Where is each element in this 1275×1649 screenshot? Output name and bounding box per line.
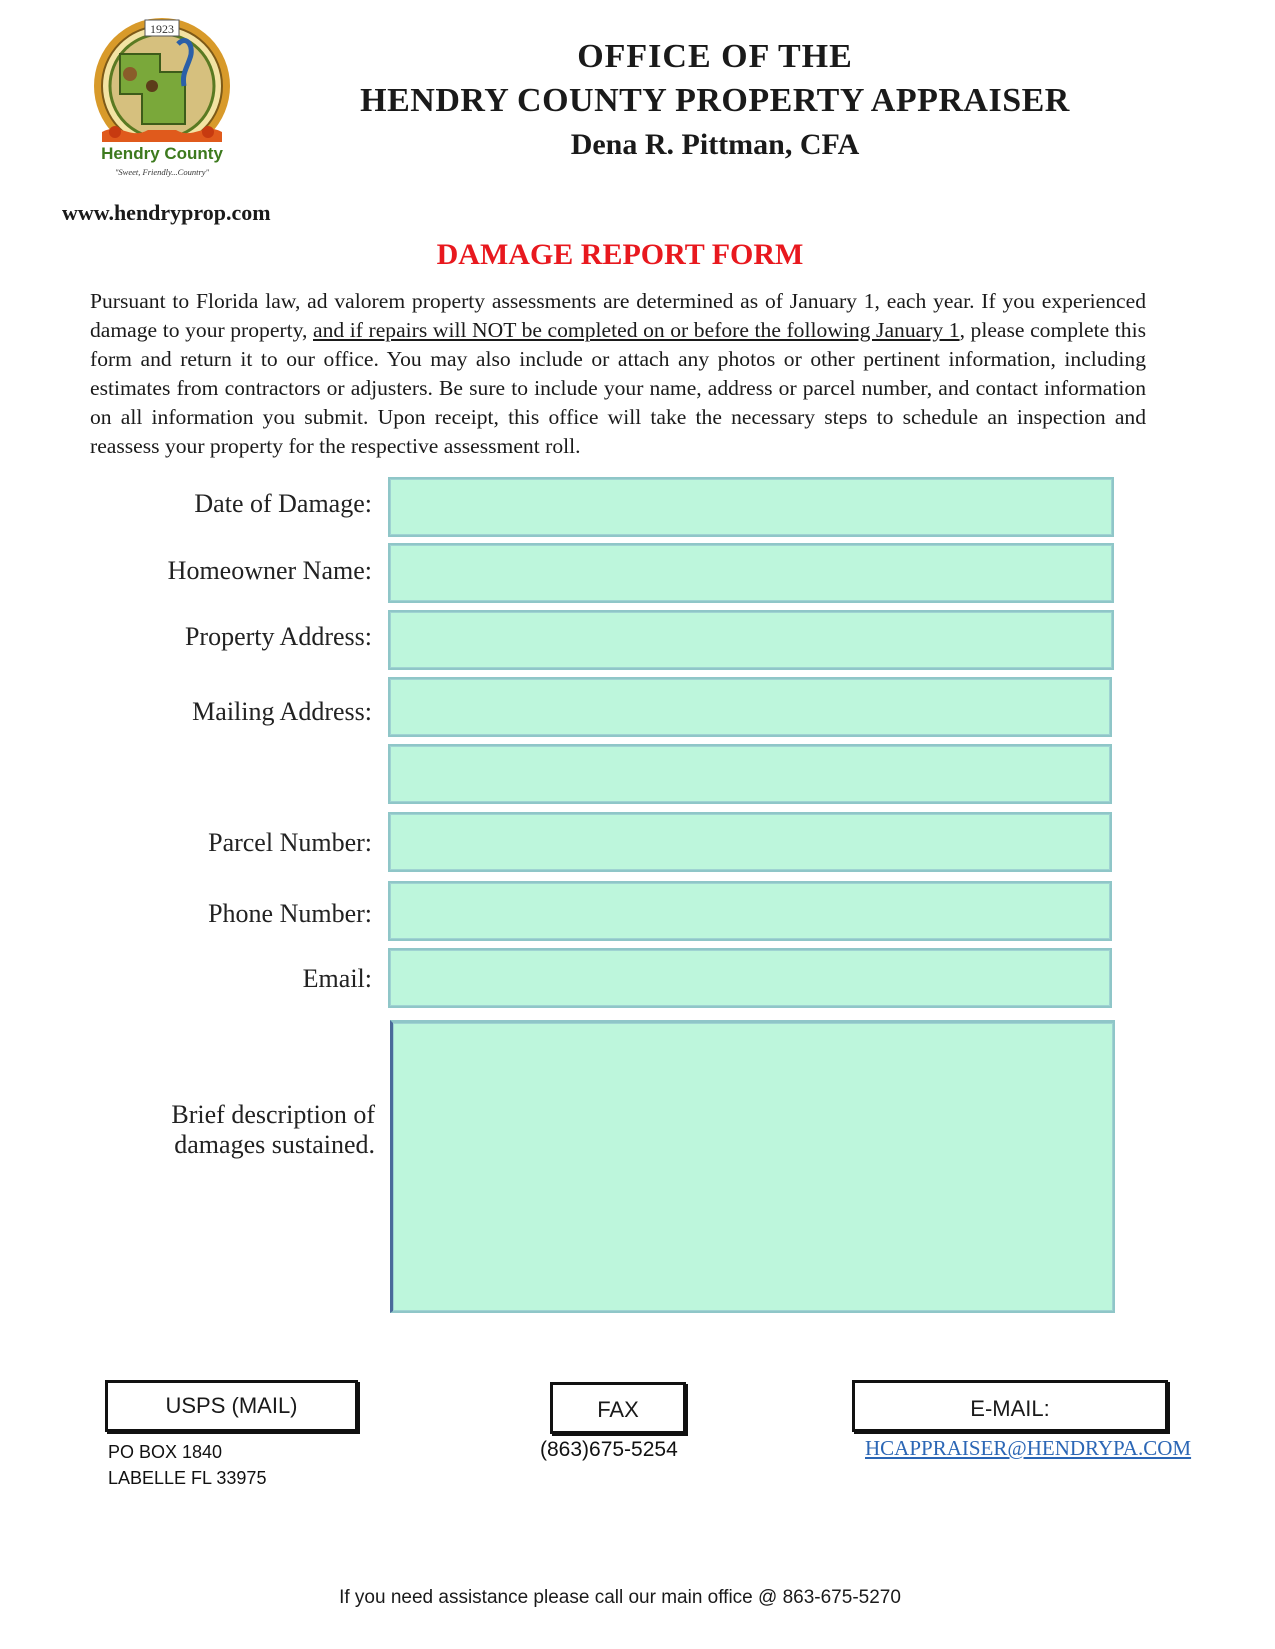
form-title: DAMAGE REPORT FORM	[436, 238, 804, 271]
parcel-number-field[interactable]	[388, 812, 1112, 872]
county-seal-logo	[90, 14, 235, 179]
header-line2: HENDRY COUNTY PROPERTY APPRAISER	[360, 82, 1070, 119]
header-line1: OFFICE OF THE	[577, 38, 853, 75]
description-label-line1: Brief description of	[171, 1100, 375, 1129]
fax-number: (863)675-5254	[540, 1438, 678, 1461]
usps-mail-box: USPS (MAIL)	[105, 1380, 358, 1432]
email-label: Email:	[302, 964, 372, 993]
email-contact-box: E-MAIL:	[852, 1380, 1168, 1432]
seal-tagline: "Sweet, Friendly...Country"	[114, 167, 210, 177]
phone-number-label: Phone Number:	[208, 899, 372, 928]
property-address-label: Property Address:	[184, 622, 372, 651]
intro-text-2: , please complete this form and return it to our office. You may also include or attach any photos or other pertinent information, including estimates from contractors or adjusters. Be sure to include your name, address or parcel number, and contact information on all information you submit. Upon receipt, this office will take the necessary steps to schedule an inspection and reassess your property for the respective assessment roll.	[90, 318, 1147, 458]
seal-year: 1923	[150, 22, 174, 36]
date-of-damage-field[interactable]	[388, 477, 1114, 537]
damage-description-textarea[interactable]	[390, 1020, 1115, 1313]
appraiser-name: Dena R. Pittman, CFA	[570, 128, 860, 161]
intro-underlined-text: and if repairs will NOT be completed on or before the following January 1	[313, 318, 960, 342]
fax-box: FAX	[550, 1382, 686, 1434]
intro-paragraph	[90, 287, 1146, 461]
seal-county-name: Hendry County	[101, 144, 223, 163]
parcel-number-label: Parcel Number:	[208, 828, 372, 857]
date-of-damage-label: Date of Damage:	[194, 489, 372, 518]
mailing-address-label: Mailing Address:	[192, 697, 372, 726]
usps-address-line1: PO BOX 1840	[108, 1442, 223, 1462]
email-address-link[interactable]: HCAPPRAISER@HENDRYPA.COM	[865, 1436, 1192, 1460]
intro-text-1: Pursuant to Florida law, ad valorem property assessments are determined as of January 1, each year. If you experienced damage to your property,	[90, 289, 1146, 342]
homeowner-name-field[interactable]	[388, 543, 1114, 603]
property-address-field[interactable]	[388, 610, 1114, 670]
phone-number-field[interactable]	[388, 881, 1112, 941]
mailing-address-field-2[interactable]	[388, 744, 1112, 804]
assistance-note: If you need assistance please call our main office @ 863-675-5270	[339, 1587, 901, 1608]
email-field[interactable]	[388, 948, 1112, 1008]
mailing-address-field-1[interactable]	[388, 677, 1112, 737]
website-url: www.hendryprop.com	[62, 200, 271, 225]
usps-address-line2: LABELLE FL 33975	[108, 1468, 267, 1488]
homeowner-name-label: Homeowner Name:	[167, 556, 372, 585]
description-label	[75, 1100, 375, 1160]
description-label-line2: damages sustained.	[174, 1130, 375, 1159]
